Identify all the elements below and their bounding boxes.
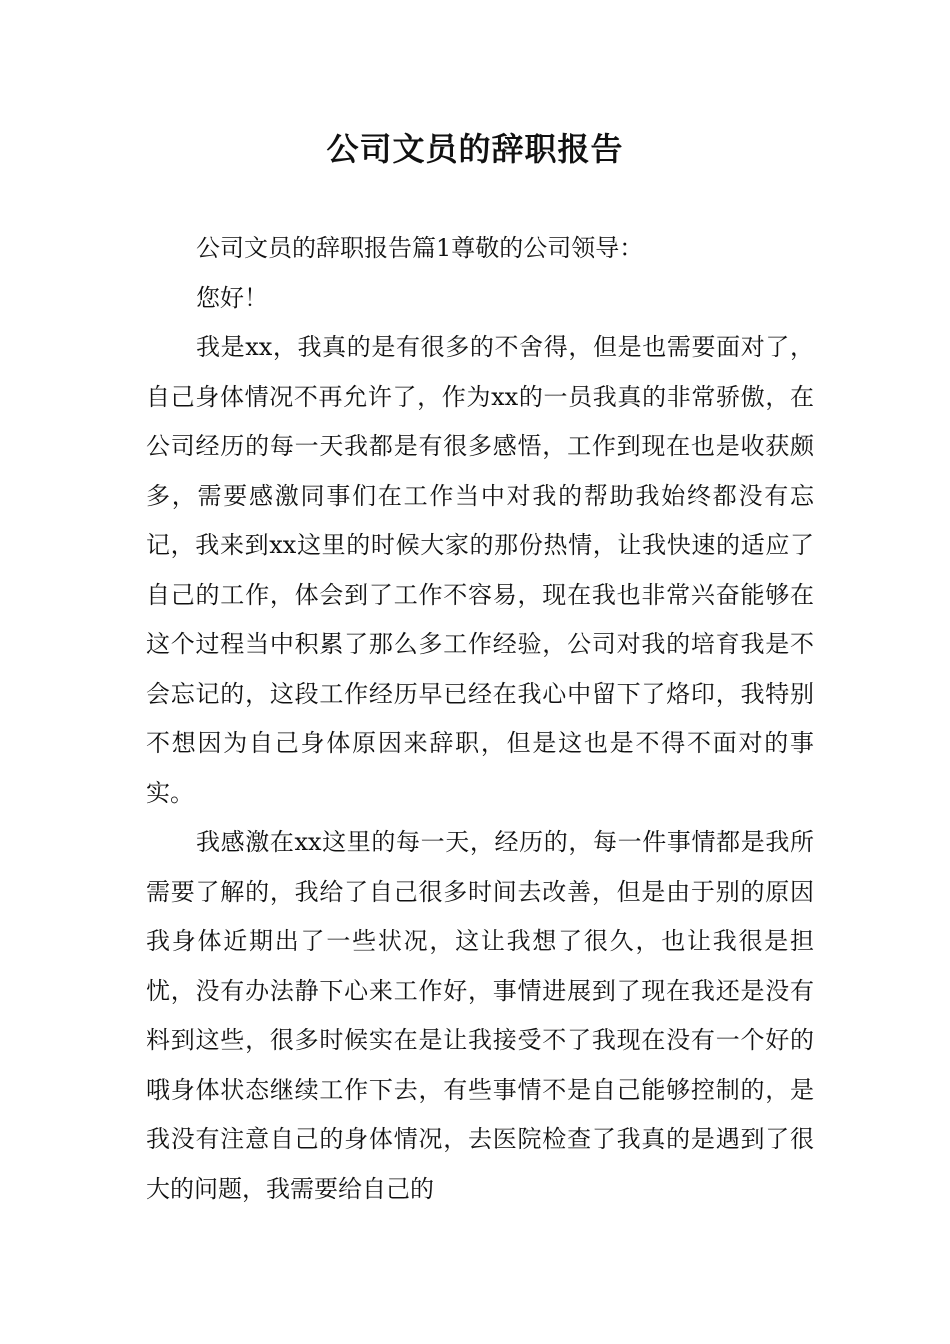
paragraph-greeting: 您好！ [196,283,268,312]
paragraph-heading-line: 公司文员的辞职报告篇1尊敬的公司领导： [196,234,644,262]
document-body [146,224,814,1214]
document-title: 公司文员的辞职报告 [326,130,624,168]
paragraph-body-1: 我是xx，我真的是有很多的不舍得，但是也需要面对了，自己身体情况不再允许了，作为xx的一员我真的非常骄傲，在公司经历的每一天我都是有很多感悟，工作到现在也是收获颇多，需要感激同事们在工作当中对我的帮助我始终都没有忘记，我来到xx这里的时候大家的那份热情，让我快速的适应了自己的工作，体会到了工作不容易，现在我也非常兴奋能够在这个过程当中积累了那么多工作经验，公司对我的培育我是不会忘记的，这段工作经历早已经在我心中留下了烙印，我特别不想因为自己身体原因来辞职，但是这也是不得不面对的事实。 [146,333,814,807]
paragraph-body-2: 我感激在xx这里的每一天，经历的，每一件事情都是我所需要了解的，我给了自己很多时间去改善，但是由于别的原因我身体近期出了一些状况，这让我想了很久，也让我很是担忧，没有办法静下心来工作好，事情进展到了现在我还是没有料到这些，很多时候实在是让我接受不了我现在没有一个好的哦身体状态继续工作下去，有些事情不是自己能够控制的，是我没有注意自己的身体情况，去医院检查了我真的是遇到了很大的问题，我需要给自己的 [146,828,814,1203]
